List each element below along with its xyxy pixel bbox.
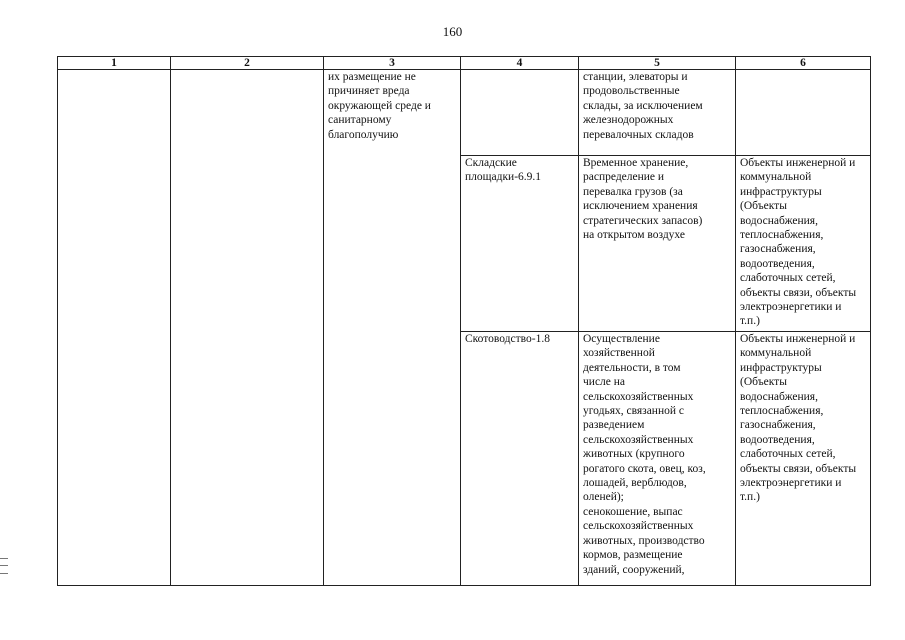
table-cell-description: Временное хранение, распределение и перевалка грузов (за исключением хранения стратегических запасов) на открытом воздухе [579,156,736,332]
column-header-2: 2 [171,57,324,70]
table-cell-use-type: Скотоводство-1.8 [461,332,579,586]
land-use-table [57,56,871,586]
table-cell-auxiliary-uses: Объекты инженерной и коммунальной инфраструктуры (Объекты водоснабжения, теплоснабжения, газоснабжения, водоотведения, слаботочных сетей, объекты связи, объекты электроэнергетики и т.п.) [736,156,871,332]
table-header-row [58,57,871,70]
table-cell-col6 [736,70,871,156]
column-header-4: 4 [461,57,579,70]
table-cell-conditions: их размещение не причиняет вреда окружающей среде и санитарному благополучию [324,70,461,586]
table-cell-use-type: Складские площадки-6.9.1 [461,156,579,332]
column-header-6: 6 [736,57,871,70]
table-cell-col4 [461,70,579,156]
table-cell-auxiliary-uses: Объекты инженерной и коммунальной инфраструктуры (Объекты водоснабжения, теплоснабжения, газоснабжения, водоотведения, слаботочных сетей, объекты связи, объекты электроэнергетики и т.п.) [736,332,871,586]
column-header-1: 1 [58,57,171,70]
binding-margin-mark [0,558,8,574]
page-number: 160 [442,24,463,39]
table-cell-col1 [58,70,171,586]
table-row [58,70,871,156]
table-cell-description: станции, элеваторы и продовольственные склады, за исключением железнодорожных перевалочных складов [579,70,736,156]
table-cell-col2 [171,70,324,586]
table-cell-description: Осуществление хозяйственной деятельности, в том числе на сельскохозяйственных угодьях, связанной с разведением сельскохозяйственных животных (крупного рогатого скота, овец, коз, лошадей, верблюдов, оленей); сенокошение, выпас сельскохозяйственных животных, производство кормов, размещение зданий, сооружений, [579,332,736,586]
column-header-3: 3 [324,57,461,70]
column-header-5: 5 [579,57,736,70]
